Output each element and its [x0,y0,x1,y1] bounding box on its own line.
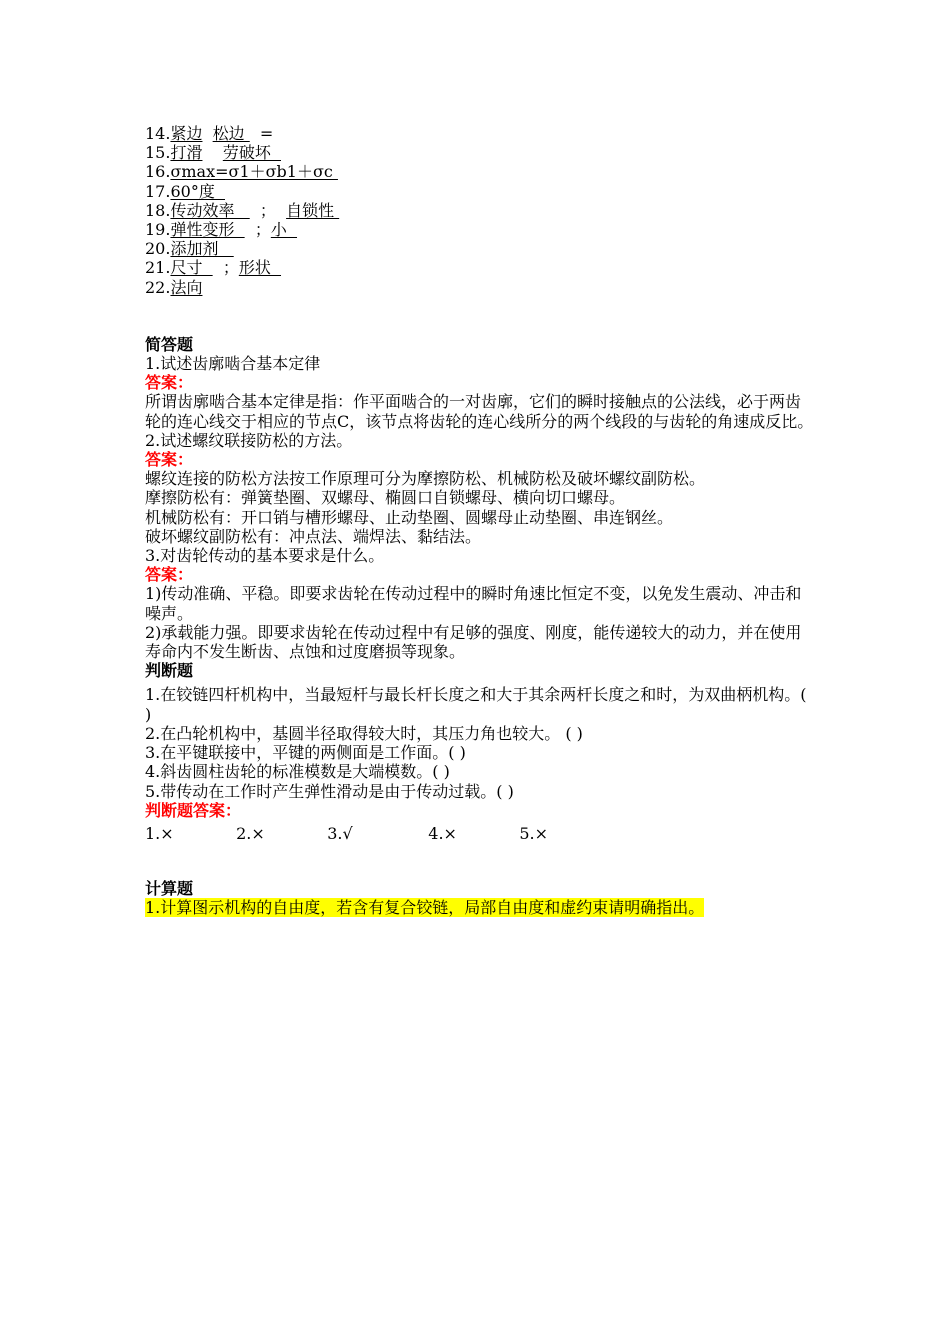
fill-blank-answer: 传动效率 [170,200,250,220]
tf-answer-3: 3.√ [327,823,353,843]
fill-blank-answer: 形状 [238,258,282,278]
fill-blank-separator [202,143,222,162]
fill-blank-answer: 松边 [212,124,250,143]
fill-blank-number: 21. [145,258,171,278]
fill-blank-number: 15. [145,143,171,163]
tf-answer-label: 判断题答案： [145,800,242,820]
answer-2-line-1: 螺纹连接的防松方法按工作原理可分为摩擦防松、机械防松及破坏螺纹副防松。 [145,469,706,489]
fill-blank-number: 14. [145,124,171,143]
section-heading-true-false: 判断题 [145,661,194,681]
tf-question-4: 4.斜齿圆柱齿轮的标准模数是大端模数。( ) [145,762,450,782]
tf-question-3: 3.在平键联接中，平键的两侧面是工作面。( ) [145,743,466,763]
fill-blank-answer: 自锁性 [286,200,340,220]
fill-in-blank-answers [145,124,815,297]
fill-blank-line [145,258,815,277]
tf-question-2: 2.在凸轮机构中，基圆半径取得较大时，其压力角也较大。 ( ) [145,723,583,743]
fill-blank-separator: ； [244,220,271,240]
fill-blank-answer: 打滑 [170,143,203,163]
fill-blank-answer: 小 [270,220,298,240]
fill-blank-number: 22. [145,277,171,297]
answer-3-line-1: 1)传动准确、平稳。即要求齿轮在传动过程中的瞬时角速比恒定不变，以免发生震动、冲击和噪声。 [145,584,802,623]
calculation-question-1: 1.计算图示机构的自由度，若含有复合铰链，局部自由度和虚约束请明确指出。 [145,898,705,918]
section-heading-short-answer: 简答题 [145,334,194,354]
fill-blank-line [145,239,815,258]
fill-blank-answer: σmax=σ1＋σb1＋σc [170,162,338,182]
calculation-section [145,879,815,917]
fill-blank-line [145,182,815,201]
fill-blank-answer: 劳破坏 [222,143,281,163]
fill-blank-answer: 法向 [170,277,203,297]
fill-blank-line [145,143,815,162]
true-false-section [145,661,815,843]
tf-answer-2: 2.× [236,823,265,843]
answer-2-line-4: 破坏螺纹副防松有：冲点法、端焊法、黏结法。 [145,526,482,546]
fill-blank-number: 20. [145,239,171,259]
fill-blank-separator: ； [212,258,239,278]
fill-blank-answer: 60°度 [170,181,225,201]
fill-blank-number: 16. [145,162,171,182]
question-2: 2.试述螺纹联接防松的方法。 [145,430,353,450]
fill-blank-separator: ； [249,200,287,220]
fill-blank-separator [202,124,212,143]
tf-answer-4: 4.× [428,823,457,843]
fill-blank-answer: 紧边 [170,124,203,143]
tf-answers-row [145,824,815,843]
answer-3-line-2: 2)承载能力强。即要求齿轮在传动过程中有足够的强度、刚度，能传递较大的动力，并在使用寿命内不发生断齿、点蚀和过度磨损等现象。 [145,622,802,662]
answer-label-3: 答案： [145,565,194,585]
fill-blank-answer: 添加剂 [170,239,234,259]
fill-blank-line [145,220,815,239]
tf-question-5: 5.带传动在工作时产生弹性滑动是由于传动过载。( ) [145,781,514,801]
fill-blank-line [145,201,815,220]
tf-answer-1: 1.× [145,823,174,843]
fill-blank-number: 18. [145,200,171,220]
answer-label-1: 答案： [145,373,194,393]
answer-label-2: 答案： [145,450,194,470]
fill-blank-number: 17. [145,181,171,201]
fill-blank-line [145,162,815,181]
answer-1-line-1: 所谓齿廓啮合基本定律是指：作平面啮合的一对齿廓，它们的瞬时接触点的公法线，必于两齿轮的连心线交于相应的节点C，该节点将齿轮的连心线所分的两个线段的与齿轮的角速成反比。 [145,392,814,431]
short-answer-section [145,335,815,661]
fill-blank-separator: = [249,124,274,143]
fill-blank-line [145,124,815,143]
question-3: 3.对齿轮传动的基本要求是什么。 [145,546,385,566]
answer-2-line-2: 摩擦防松有：弹簧垫圈、双螺母、椭圆口自锁螺母、横向切口螺母。 [145,488,626,508]
tf-answer-5: 5.× [519,823,549,843]
fill-blank-answer: 弹性变形 [170,220,245,240]
fill-blank-number: 19. [145,220,171,240]
fill-blank-answer: 尺寸 [170,258,213,278]
tf-question-1: 1.在铰链四杆机构中，当最短杆与最长杆长度之和大于其余两杆长度之和时，为双曲柄机构。( ) [145,685,807,724]
answer-2-line-3: 机械防松有：开口销与槽形螺母、止动垫圈、圆螺母止动垫圈、串连钢丝。 [145,507,674,527]
document-page [145,124,815,918]
question-1: 1.试述齿廓啮合基本定律 [145,354,321,374]
section-heading-calculation: 计算题 [145,879,194,899]
fill-blank-line [145,278,815,297]
